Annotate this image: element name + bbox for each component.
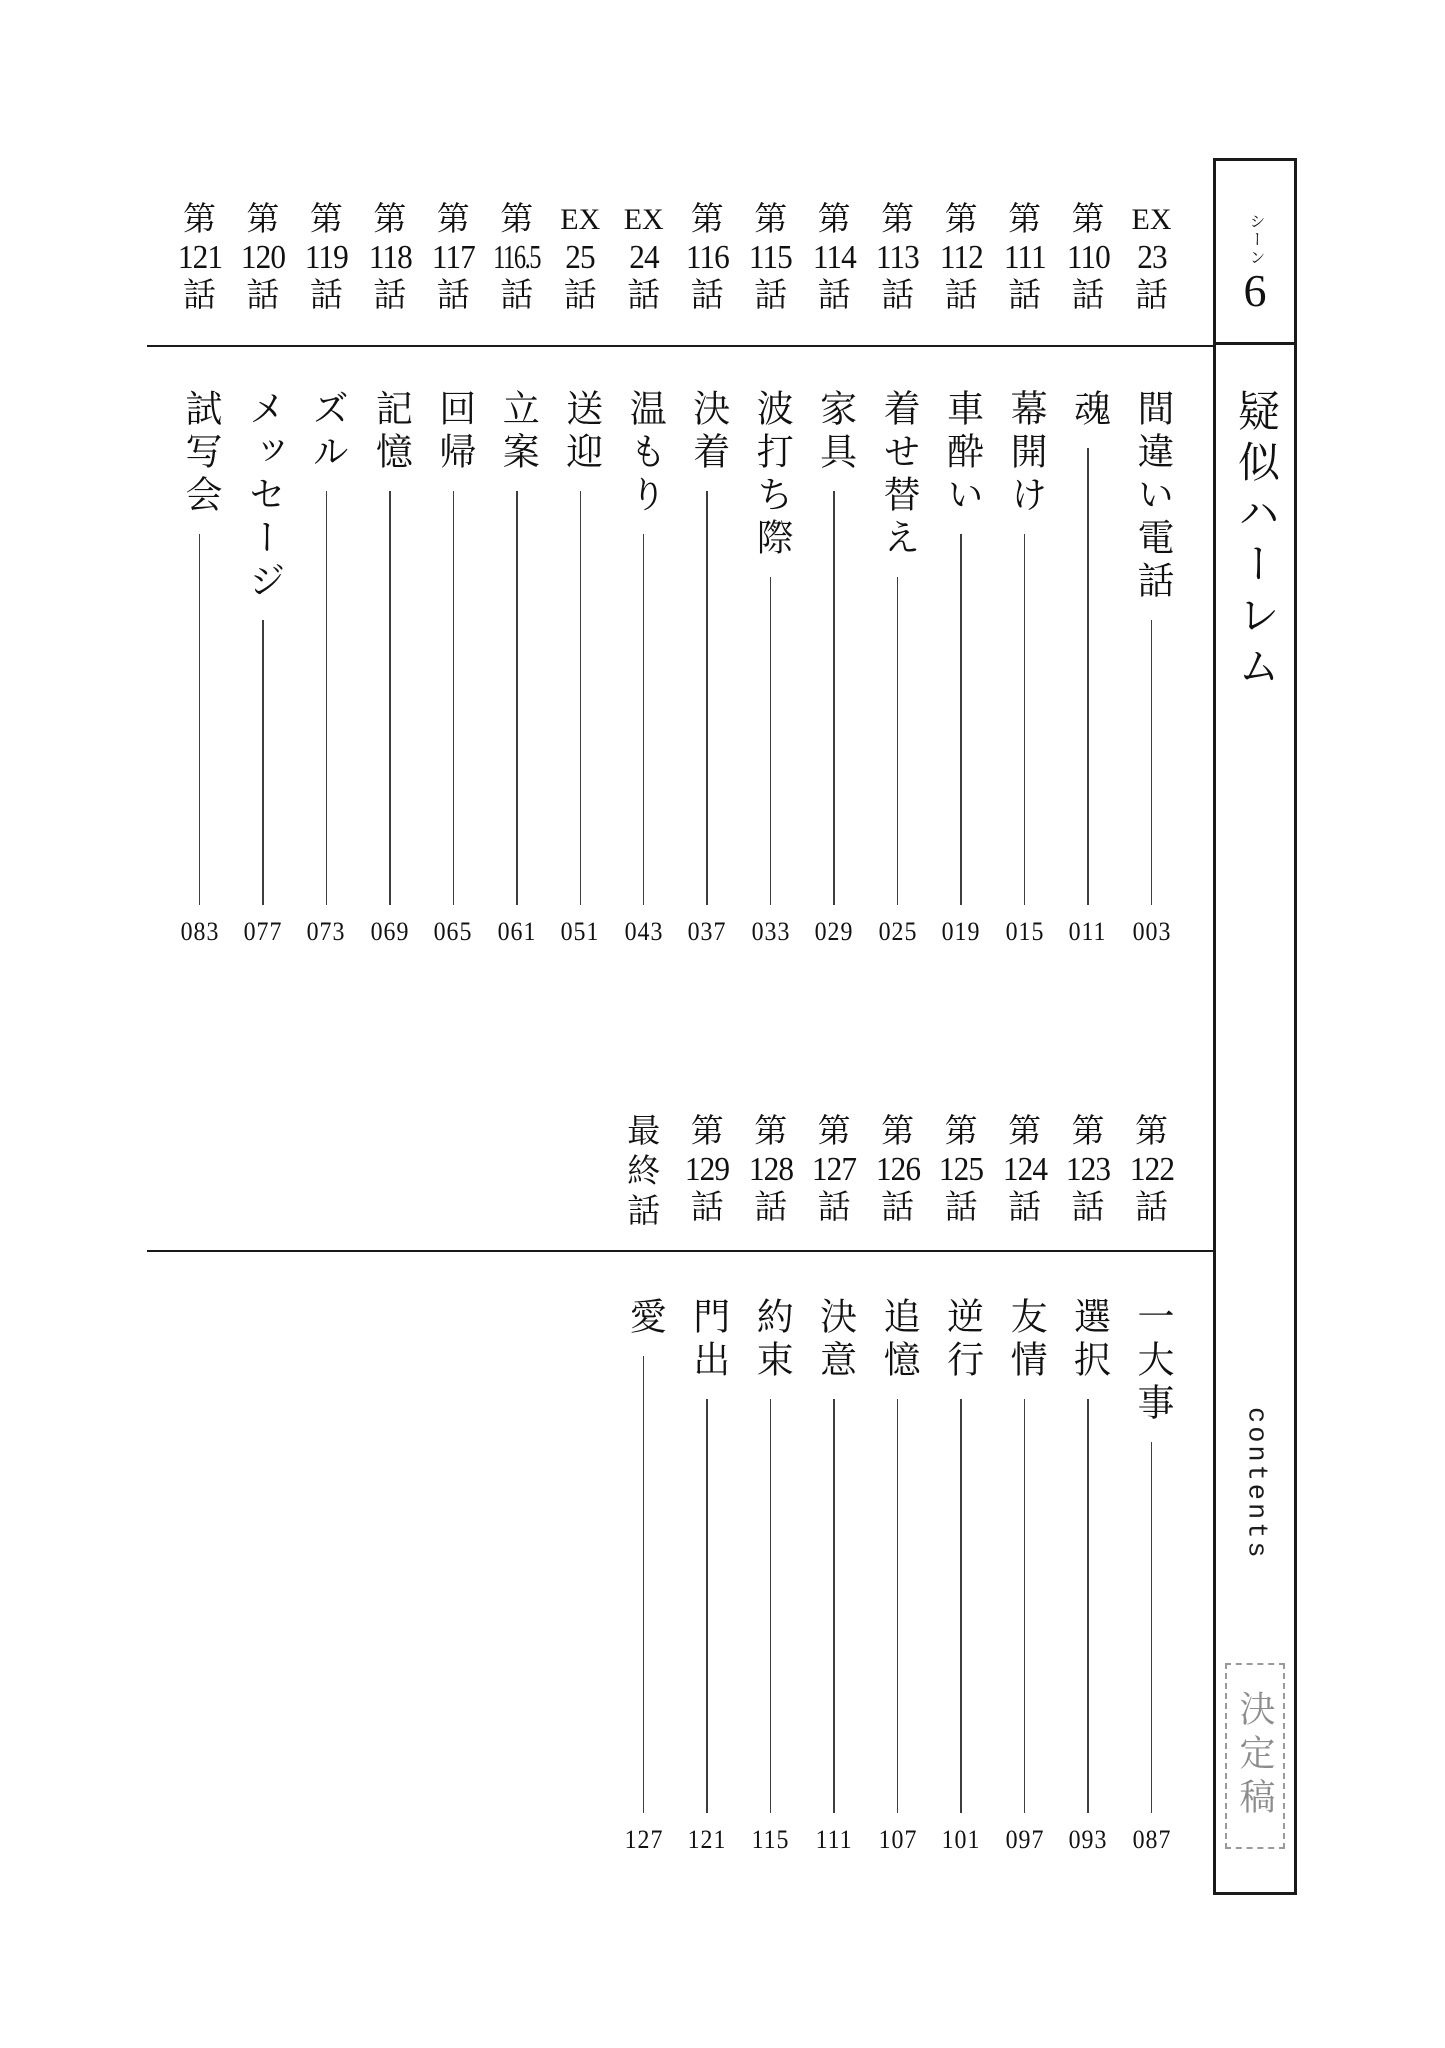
leader-line bbox=[516, 491, 518, 905]
page-number: 029 bbox=[814, 917, 854, 946]
chapter-title: 決意 bbox=[813, 1297, 855, 1383]
page-number: 037 bbox=[687, 917, 727, 946]
chapter-suffix: 話 bbox=[1135, 1190, 1168, 1226]
leader-line bbox=[770, 1399, 772, 1813]
row2-chapter-header bbox=[929, 1112, 993, 1228]
row2-chapter-header bbox=[739, 1112, 803, 1228]
chapter-suffix: 話 bbox=[690, 1190, 724, 1226]
row1-chapter-entry bbox=[1056, 389, 1120, 945]
chapter-title: 間違い電話 bbox=[1131, 389, 1172, 604]
leader-line bbox=[1024, 534, 1026, 905]
page-number: 127 bbox=[624, 1825, 664, 1854]
chapter-title: 選択 bbox=[1067, 1297, 1109, 1383]
chapter-number: 112 bbox=[939, 239, 983, 276]
chapter-prefix: 第 bbox=[1008, 1114, 1042, 1150]
sidebar bbox=[1213, 158, 1297, 1895]
chapter-number: 123 bbox=[1065, 1151, 1111, 1188]
chapter-number: 116.5 bbox=[493, 239, 541, 276]
row1-chapter-entry bbox=[294, 389, 358, 945]
row1-chapter-header bbox=[485, 200, 549, 316]
chapter-title: 魂 bbox=[1067, 389, 1109, 432]
chapter-number: 120 bbox=[240, 239, 285, 276]
chapter-number: 117 bbox=[431, 239, 475, 276]
row1-chapter-header bbox=[231, 200, 295, 316]
chapter-title: 波打ち際 bbox=[750, 389, 792, 561]
chapter-title: 愛 bbox=[623, 1297, 665, 1340]
row2-chapter-entry bbox=[739, 1297, 803, 1853]
chapter-title: 試写会 bbox=[179, 389, 220, 518]
row1-chapter-header bbox=[675, 200, 739, 316]
contents-label: contents bbox=[1240, 1407, 1271, 1561]
row2-chapter-header bbox=[866, 1112, 930, 1228]
leader-line bbox=[389, 491, 391, 905]
chapter-number: 122 bbox=[1129, 1151, 1174, 1188]
row2-divider bbox=[147, 1250, 1213, 1252]
chapter-suffix: 話 bbox=[944, 278, 978, 314]
row1-chapter-entry bbox=[993, 389, 1057, 945]
row2-chapter-entry bbox=[993, 1297, 1057, 1853]
leader-line bbox=[770, 577, 772, 905]
leader-line bbox=[897, 1399, 899, 1813]
chapter-prefix: 第 bbox=[246, 202, 280, 238]
leader-line bbox=[960, 534, 962, 905]
chapter-suffix: 話 bbox=[500, 278, 534, 314]
row1-chapter-header bbox=[802, 200, 866, 316]
chapter-suffix: 話 bbox=[1135, 278, 1168, 314]
row2-chapter-entry bbox=[929, 1297, 993, 1853]
chapter-suffix: 話 bbox=[183, 278, 216, 314]
chapter-number: 125 bbox=[939, 1151, 984, 1188]
chapter-prefix: 第 bbox=[1071, 1114, 1105, 1150]
chapter-title: 幕開け bbox=[1004, 389, 1046, 518]
chapter-suffix: 話 bbox=[754, 278, 788, 314]
chapter-number: 110 bbox=[1066, 239, 1110, 276]
chapter-number: 終 bbox=[627, 1154, 661, 1190]
leader-line bbox=[833, 491, 835, 905]
leader-line bbox=[262, 620, 264, 905]
row1-chapter-entry bbox=[929, 389, 993, 945]
page-number: 077 bbox=[243, 917, 283, 946]
leader-line bbox=[453, 491, 455, 905]
chapter-prefix: 第 bbox=[183, 202, 216, 238]
leader-line bbox=[1151, 620, 1153, 905]
page-number: 087 bbox=[1132, 1825, 1171, 1854]
leader-line bbox=[833, 1399, 835, 1813]
chapter-prefix: 第 bbox=[754, 1114, 788, 1150]
page-number: 033 bbox=[751, 917, 791, 946]
page-number: 061 bbox=[497, 917, 537, 946]
page-number: 003 bbox=[1132, 917, 1171, 946]
row1-chapter-header bbox=[1120, 200, 1184, 316]
row1-chapter-header bbox=[612, 200, 676, 316]
chapter-title: 車酔い bbox=[940, 389, 982, 518]
chapter-title: 一大事 bbox=[1131, 1297, 1172, 1426]
page-number: 011 bbox=[1069, 917, 1107, 946]
leader-line bbox=[1087, 1399, 1089, 1813]
chapter-prefix: 第 bbox=[944, 1114, 978, 1150]
chapter-suffix: 話 bbox=[627, 278, 661, 314]
row2-chapter-header bbox=[802, 1112, 866, 1228]
chapter-suffix: 話 bbox=[1008, 278, 1042, 314]
page-number: 051 bbox=[560, 917, 600, 946]
chapter-suffix: 話 bbox=[944, 1190, 978, 1226]
row1-chapter-header bbox=[358, 200, 422, 316]
row2-chapter-entry bbox=[1056, 1297, 1120, 1853]
row1-chapter-entry bbox=[1120, 389, 1184, 945]
row1-chapter-header bbox=[421, 200, 485, 316]
row1-chapter-header bbox=[993, 200, 1057, 316]
scene-number: 6 bbox=[1243, 265, 1267, 317]
row1-chapter-entry bbox=[231, 389, 295, 945]
row1-chapter-entry bbox=[739, 389, 803, 945]
chapter-prefix: EX bbox=[560, 203, 601, 236]
leader-line bbox=[580, 491, 582, 905]
row2-chapter-entry bbox=[612, 1297, 676, 1853]
row1-chapter-entry bbox=[548, 389, 612, 945]
row2-chapter-entry bbox=[802, 1297, 866, 1853]
row2-chapter-entry bbox=[675, 1297, 739, 1853]
row1-chapter-entry bbox=[485, 389, 549, 945]
chapter-title: 追憶 bbox=[877, 1297, 919, 1383]
chapter-suffix: 話 bbox=[373, 278, 407, 314]
chapter-title: 送迎 bbox=[559, 389, 601, 475]
chapter-title: 立案 bbox=[496, 389, 538, 475]
row1-chapter-entry bbox=[168, 389, 232, 945]
chapter-prefix: 第 bbox=[500, 202, 534, 238]
chapter-number: 124 bbox=[1002, 1151, 1047, 1188]
leader-line bbox=[706, 1399, 708, 1813]
page-number: 111 bbox=[815, 1825, 853, 1854]
row1-chapter-entry bbox=[421, 389, 485, 945]
leader-line bbox=[1151, 1442, 1153, 1813]
leader-line bbox=[199, 534, 201, 905]
chapter-number: 25 bbox=[565, 239, 596, 276]
chapter-number: 128 bbox=[748, 1151, 793, 1188]
chapter-number: 114 bbox=[812, 239, 856, 276]
chapter-suffix: 話 bbox=[1071, 278, 1105, 314]
page-number: 043 bbox=[624, 917, 664, 946]
row2-chapter-header bbox=[1120, 1112, 1184, 1228]
row1-chapter-header bbox=[929, 200, 993, 316]
row1-chapter-header bbox=[168, 200, 232, 316]
leader-line bbox=[960, 1399, 962, 1813]
chapter-prefix: 第 bbox=[881, 1114, 915, 1150]
row1-chapter-header bbox=[294, 200, 358, 316]
leader-line bbox=[643, 534, 645, 905]
chapter-number: 126 bbox=[875, 1151, 920, 1188]
chapter-suffix: 話 bbox=[627, 1194, 661, 1230]
row1-chapter-header bbox=[739, 200, 803, 316]
page-number: 093 bbox=[1068, 1825, 1108, 1854]
chapter-title: ズル bbox=[305, 389, 347, 475]
leader-line bbox=[643, 1356, 645, 1813]
chapter-suffix: 話 bbox=[1008, 1190, 1042, 1226]
row2-chapter-entry bbox=[866, 1297, 930, 1853]
chapter-title: 記憶 bbox=[369, 389, 411, 475]
chapter-number: 24 bbox=[628, 239, 659, 276]
chapter-title: 門出 bbox=[686, 1297, 728, 1383]
chapter-suffix: 話 bbox=[817, 1190, 851, 1226]
chapter-prefix: 第 bbox=[373, 202, 407, 238]
chapter-number: 118 bbox=[368, 239, 412, 276]
final-draft-stamp: 決定稿 bbox=[1225, 1663, 1285, 1849]
leader-line bbox=[1024, 1399, 1026, 1813]
chapter-suffix: 話 bbox=[881, 1190, 915, 1226]
row1-chapter-header bbox=[1056, 200, 1120, 316]
leader-line bbox=[326, 491, 328, 905]
chapter-title: 決着 bbox=[686, 389, 728, 475]
chapter-prefix: 第 bbox=[1008, 202, 1042, 238]
chapter-prefix: 第 bbox=[436, 202, 470, 238]
chapter-prefix: 第 bbox=[754, 202, 788, 238]
row1-chapter-entry bbox=[802, 389, 866, 945]
leader-line bbox=[1087, 448, 1089, 905]
scene-label: シーン bbox=[1247, 213, 1264, 268]
page-number: 115 bbox=[751, 1825, 790, 1854]
page-number: 025 bbox=[878, 917, 917, 946]
chapter-title: 逆行 bbox=[940, 1297, 982, 1383]
chapter-number: 116 bbox=[685, 239, 729, 276]
series-title: 疑似ハーレム bbox=[1232, 389, 1278, 695]
chapter-title: 回帰 bbox=[432, 389, 474, 475]
chapter-suffix: 話 bbox=[690, 278, 724, 314]
row2-chapter-entry bbox=[1120, 1297, 1184, 1853]
chapter-prefix: 第 bbox=[1071, 202, 1105, 238]
chapter-prefix: 第 bbox=[881, 202, 915, 238]
chapter-number: 129 bbox=[685, 1151, 730, 1188]
row2-chapter-header bbox=[675, 1112, 739, 1228]
chapter-prefix: 第 bbox=[1135, 1114, 1168, 1150]
chapter-number: 127 bbox=[812, 1151, 857, 1188]
chapter-number: 121 bbox=[177, 239, 222, 276]
chapter-suffix: 話 bbox=[817, 278, 851, 314]
scene-box bbox=[1216, 161, 1294, 345]
chapter-title: 家具 bbox=[813, 389, 855, 475]
chapter-suffix: 話 bbox=[246, 278, 280, 314]
chapter-suffix: 話 bbox=[1071, 1190, 1105, 1226]
page-number: 121 bbox=[687, 1825, 727, 1854]
chapter-prefix: EX bbox=[1131, 203, 1172, 236]
row1-chapter-entry bbox=[612, 389, 676, 945]
chapter-prefix: 第 bbox=[817, 1114, 851, 1150]
page-number: 107 bbox=[878, 1825, 917, 1854]
row1-chapter-header bbox=[548, 200, 612, 316]
page-number: 015 bbox=[1005, 917, 1044, 946]
chapter-title: メッセージ bbox=[242, 389, 284, 604]
page-number: 083 bbox=[180, 917, 219, 946]
page-number: 069 bbox=[370, 917, 410, 946]
chapter-suffix: 話 bbox=[309, 278, 343, 314]
row1-divider bbox=[147, 345, 1213, 347]
chapter-prefix: EX bbox=[623, 203, 664, 236]
chapter-number: 119 bbox=[304, 239, 348, 276]
row2-chapter-header bbox=[612, 1112, 676, 1232]
chapter-title: 約束 bbox=[750, 1297, 792, 1383]
chapter-prefix: 第 bbox=[690, 1114, 724, 1150]
row1-chapter-entry bbox=[675, 389, 739, 945]
chapter-prefix: 第 bbox=[817, 202, 851, 238]
row2-chapter-header bbox=[1056, 1112, 1120, 1228]
chapter-title: 友情 bbox=[1004, 1297, 1046, 1383]
chapter-number: 23 bbox=[1136, 239, 1167, 276]
chapter-prefix: 第 bbox=[690, 202, 724, 238]
row2-chapter-header bbox=[993, 1112, 1057, 1228]
page-number: 065 bbox=[433, 917, 473, 946]
chapter-title: 温もり bbox=[623, 389, 665, 518]
chapter-suffix: 話 bbox=[436, 278, 470, 314]
page-number: 097 bbox=[1005, 1825, 1044, 1854]
chapter-number: 111 bbox=[1003, 239, 1046, 276]
page-number: 073 bbox=[307, 917, 346, 946]
row1-chapter-header bbox=[866, 200, 930, 316]
chapter-suffix: 話 bbox=[563, 278, 597, 314]
row1-chapter-entry bbox=[358, 389, 422, 945]
page-number: 019 bbox=[941, 917, 981, 946]
chapter-number: 113 bbox=[876, 239, 920, 276]
chapter-prefix: 第 bbox=[944, 202, 978, 238]
row1-chapter-entry bbox=[866, 389, 930, 945]
chapter-suffix: 話 bbox=[881, 278, 915, 314]
page-number: 101 bbox=[941, 1825, 981, 1854]
chapter-prefix: 第 bbox=[309, 202, 343, 238]
chapter-title: 着せ替え bbox=[877, 389, 919, 561]
leader-line bbox=[706, 491, 708, 905]
leader-line bbox=[897, 577, 899, 905]
chapter-number: 115 bbox=[749, 239, 793, 276]
chapter-prefix: 最 bbox=[627, 1114, 661, 1150]
chapter-suffix: 話 bbox=[754, 1190, 788, 1226]
